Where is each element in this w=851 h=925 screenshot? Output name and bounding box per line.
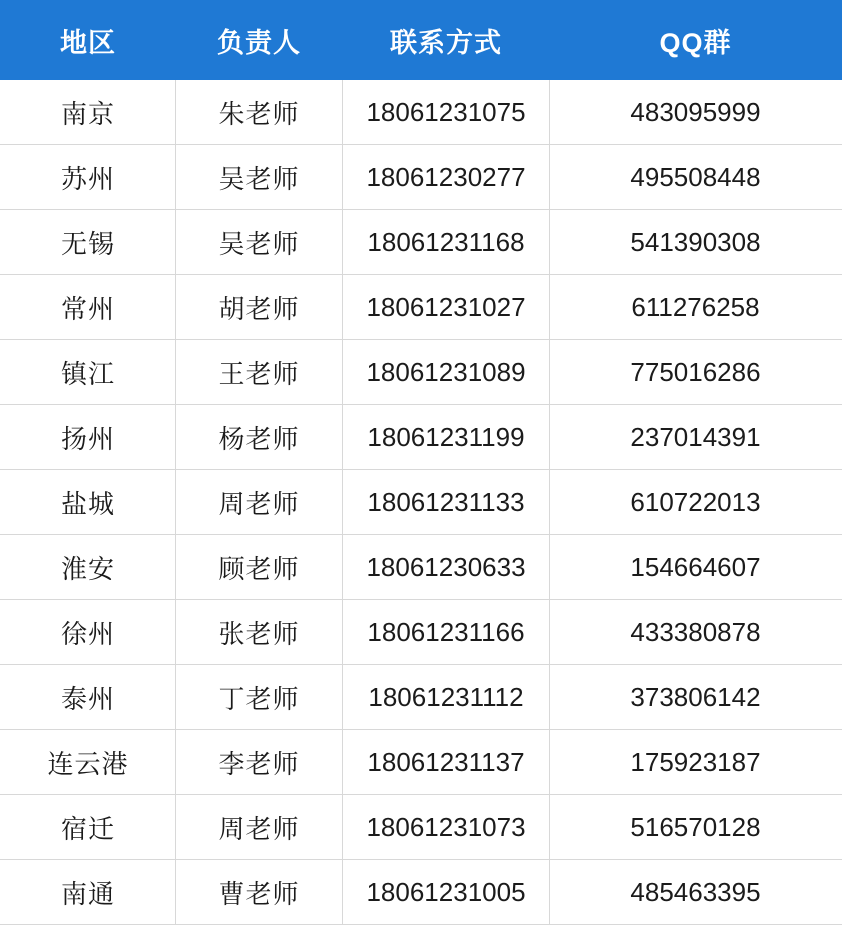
cell-phone: 18061231137: [343, 730, 550, 795]
column-header-region: 地区: [1, 1, 176, 80]
cell-phone: 18061231075: [343, 80, 550, 145]
cell-qq: 154664607: [550, 535, 842, 600]
cell-qq: 775016286: [550, 340, 842, 405]
column-header-contact: 联系方式: [343, 1, 550, 80]
cell-person: 曹老师: [176, 860, 343, 925]
table-row: [1, 210, 842, 275]
column-header-person: 负责人: [176, 1, 343, 80]
cell-person: 杨老师: [176, 405, 343, 470]
column-header-qq: QQ群: [550, 1, 842, 80]
cell-person: 张老师: [176, 600, 343, 665]
cell-qq: 541390308: [550, 210, 842, 275]
cell-region: 淮安: [1, 535, 176, 600]
cell-phone: 18061231199: [343, 405, 550, 470]
table-header: [1, 1, 842, 80]
table-row: [1, 80, 842, 145]
cell-qq: 433380878: [550, 600, 842, 665]
table-row: [1, 145, 842, 210]
cell-phone: 18061231089: [343, 340, 550, 405]
cell-person: 周老师: [176, 795, 343, 860]
cell-region: 镇江: [1, 340, 176, 405]
table-header-row: [1, 1, 842, 80]
cell-region: 无锡: [1, 210, 176, 275]
cell-qq: 485463395: [550, 860, 842, 925]
cell-region: 徐州: [1, 600, 176, 665]
table-row: [1, 730, 842, 795]
cell-region: 宿迁: [1, 795, 176, 860]
cell-qq: 495508448: [550, 145, 842, 210]
cell-person: 李老师: [176, 730, 343, 795]
table-row: [1, 860, 842, 925]
table-row: [1, 795, 842, 860]
cell-phone: 18061231005: [343, 860, 550, 925]
table-row: [1, 405, 842, 470]
cell-qq: 516570128: [550, 795, 842, 860]
cell-region: 扬州: [1, 405, 176, 470]
table-row: [1, 275, 842, 340]
cell-person: 顾老师: [176, 535, 343, 600]
cell-region: 泰州: [1, 665, 176, 730]
table-row: [1, 600, 842, 665]
cell-person: 朱老师: [176, 80, 343, 145]
cell-region: 盐城: [1, 470, 176, 535]
cell-region: 南通: [1, 860, 176, 925]
cell-region: 南京: [1, 80, 176, 145]
cell-qq: 237014391: [550, 405, 842, 470]
cell-phone: 18061230633: [343, 535, 550, 600]
table-body: [1, 80, 842, 925]
cell-person: 吴老师: [176, 145, 343, 210]
cell-qq: 610722013: [550, 470, 842, 535]
cell-region: 常州: [1, 275, 176, 340]
cell-phone: 18061231133: [343, 470, 550, 535]
cell-region: 连云港: [1, 730, 176, 795]
table-row: [1, 340, 842, 405]
cell-phone: 18061230277: [343, 145, 550, 210]
cell-person: 吴老师: [176, 210, 343, 275]
cell-qq: 373806142: [550, 665, 842, 730]
cell-qq: 483095999: [550, 80, 842, 145]
cell-phone: 18061231027: [343, 275, 550, 340]
cell-qq: 611276258: [550, 275, 842, 340]
cell-phone: 18061231168: [343, 210, 550, 275]
table-row: [1, 470, 842, 535]
cell-qq: 175923187: [550, 730, 842, 795]
table-row: [1, 665, 842, 730]
cell-phone: 18061231166: [343, 600, 550, 665]
cell-phone: 18061231073: [343, 795, 550, 860]
cell-person: 丁老师: [176, 665, 343, 730]
cell-person: 胡老师: [176, 275, 343, 340]
cell-phone: 18061231112: [343, 665, 550, 730]
table-row: [1, 535, 842, 600]
cell-region: 苏州: [1, 145, 176, 210]
cell-person: 周老师: [176, 470, 343, 535]
cell-person: 王老师: [176, 340, 343, 405]
